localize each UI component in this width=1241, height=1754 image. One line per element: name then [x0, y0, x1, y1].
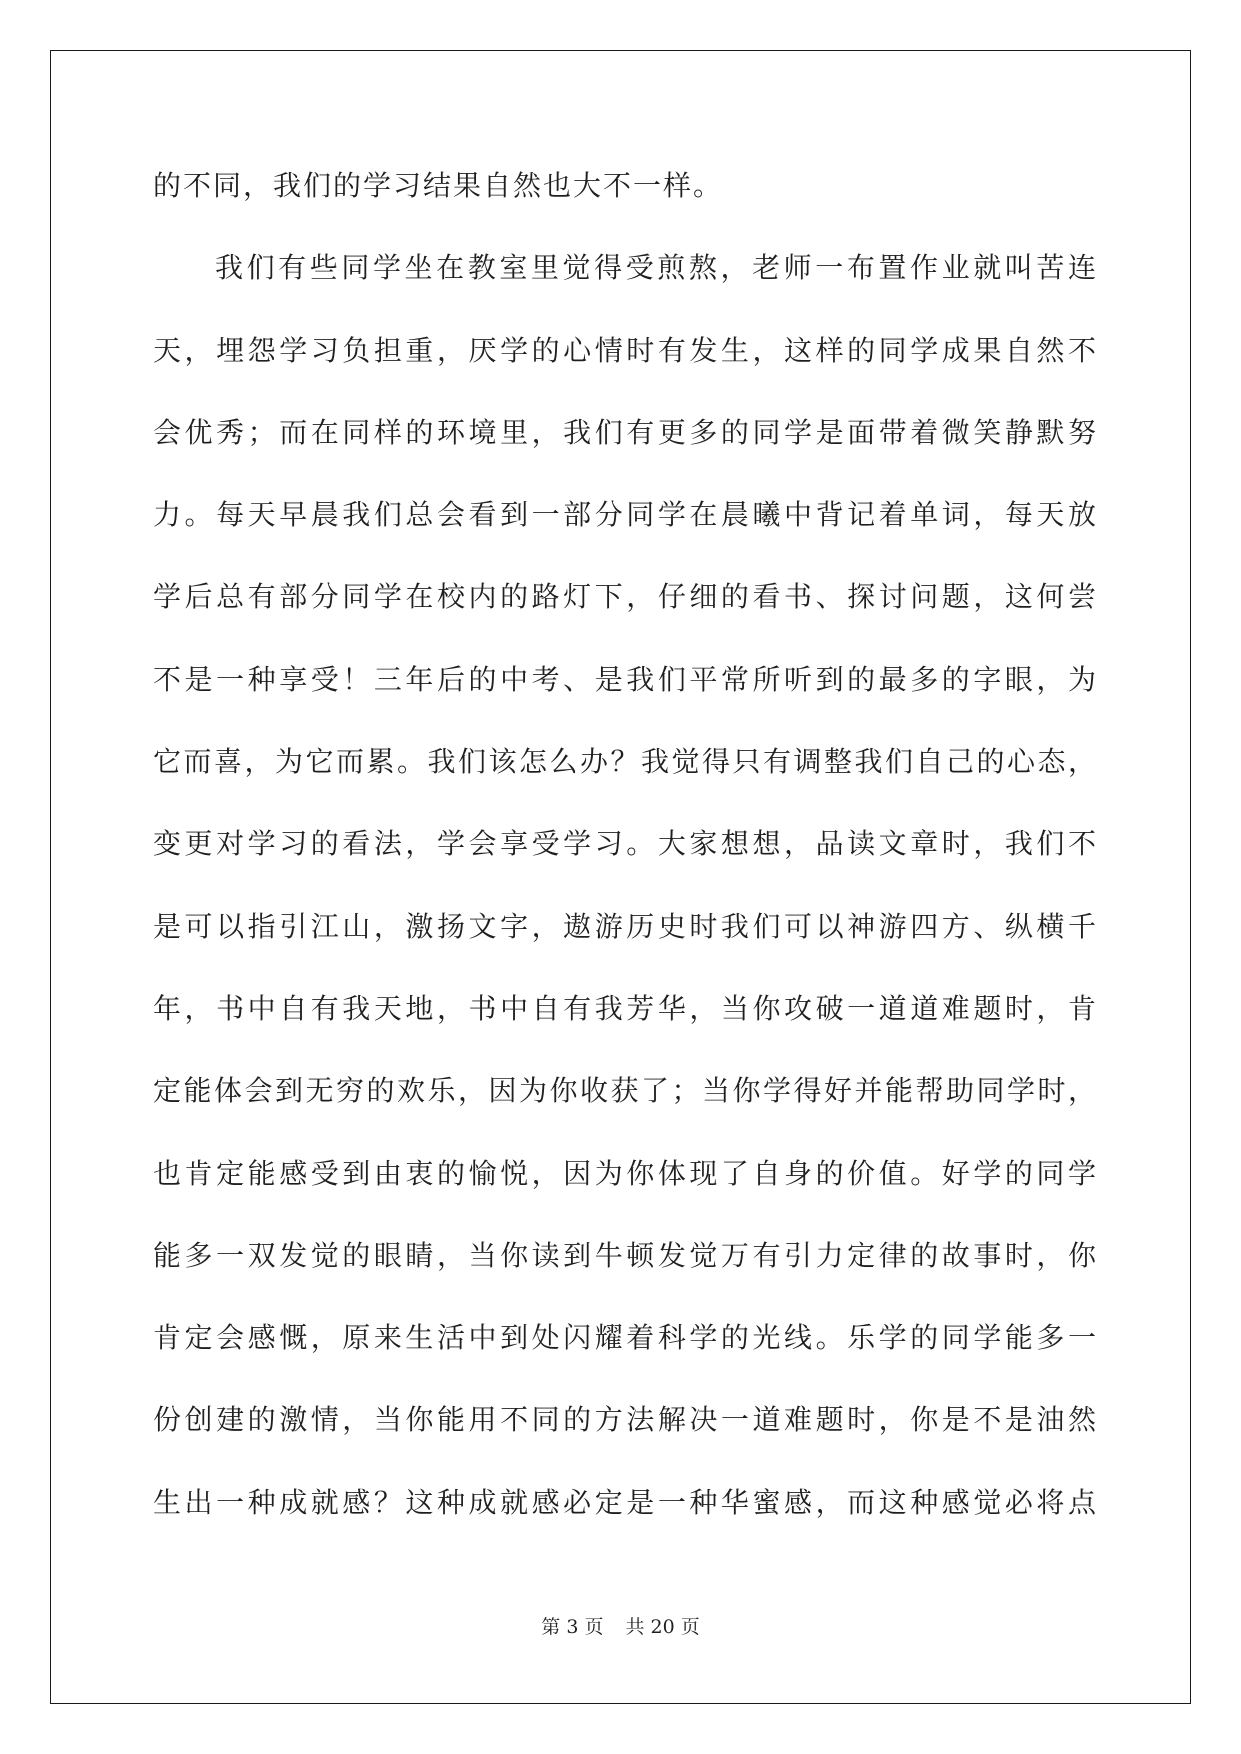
page-number: 第 3 页: [541, 1616, 604, 1638]
text-line: 份创建的激情，当你能用不同的方法解决一道难题时，你是不是油然: [153, 1403, 1098, 1437]
text-line: 它而喜，为它而累。我们该怎么办？我觉得只有调整我们自己的心态，: [153, 745, 1098, 779]
page-footer: [0, 1612, 1241, 1639]
text-line: 是可以指引江山，激扬文字，遨游历史时我们可以神游四方、纵横千: [153, 909, 1098, 943]
text-line: 定能体会到无穷的欢乐，因为你收获了；当你学得好并能帮助同学时，: [153, 1074, 1098, 1108]
text-line: 力。每天早晨我们总会看到一部分同学在晨曦中背记着单词，每天放: [153, 498, 1098, 532]
page-total: 共 20 页: [625, 1616, 700, 1638]
text-line: 学后总有部分同学在校内的路灯下，仔细的看书、探讨问题，这何尝: [153, 580, 1098, 614]
text-line: 肯定会感慨，原来生活中到处闪耀着科学的光线。乐学的同学能多一: [153, 1321, 1098, 1355]
text-line: 能多一双发觉的眼睛，当你读到牛顿发觉万有引力定律的故事时，你: [153, 1238, 1098, 1272]
text-line: 不是一种享受！三年后的中考、是我们平常所听到的最多的字眼，为: [153, 662, 1098, 696]
text-line: 生出一种成就感？这种成就感必定是一种华蜜感，而这种感觉必将点: [153, 1485, 1098, 1519]
text-line: 我们有些同学坐在教室里觉得受煎熬，老师一布置作业就叫苦连: [215, 251, 1098, 285]
text-line: 天，埋怨学习负担重，厌学的心情时有发生，这样的同学成果自然不: [153, 333, 1098, 367]
text-line: 的不同，我们的学习结果自然也大不一样。: [153, 169, 724, 202]
text-line: 变更对学习的看法，学会享受学习。大家想想，品读文章时，我们不: [153, 827, 1098, 861]
text-line: 会优秀；而在同样的环境里，我们有更多的同学是面带着微笑静默努: [153, 415, 1098, 449]
text-line: 年，书中自有我天地，书中自有我芳华，当你攻破一道道难题时，肯: [153, 991, 1098, 1025]
text-line: 也肯定能感受到由衷的愉悦，因为你体现了自身的价值。好学的同学: [153, 1156, 1098, 1190]
document-body: [153, 160, 1098, 1559]
